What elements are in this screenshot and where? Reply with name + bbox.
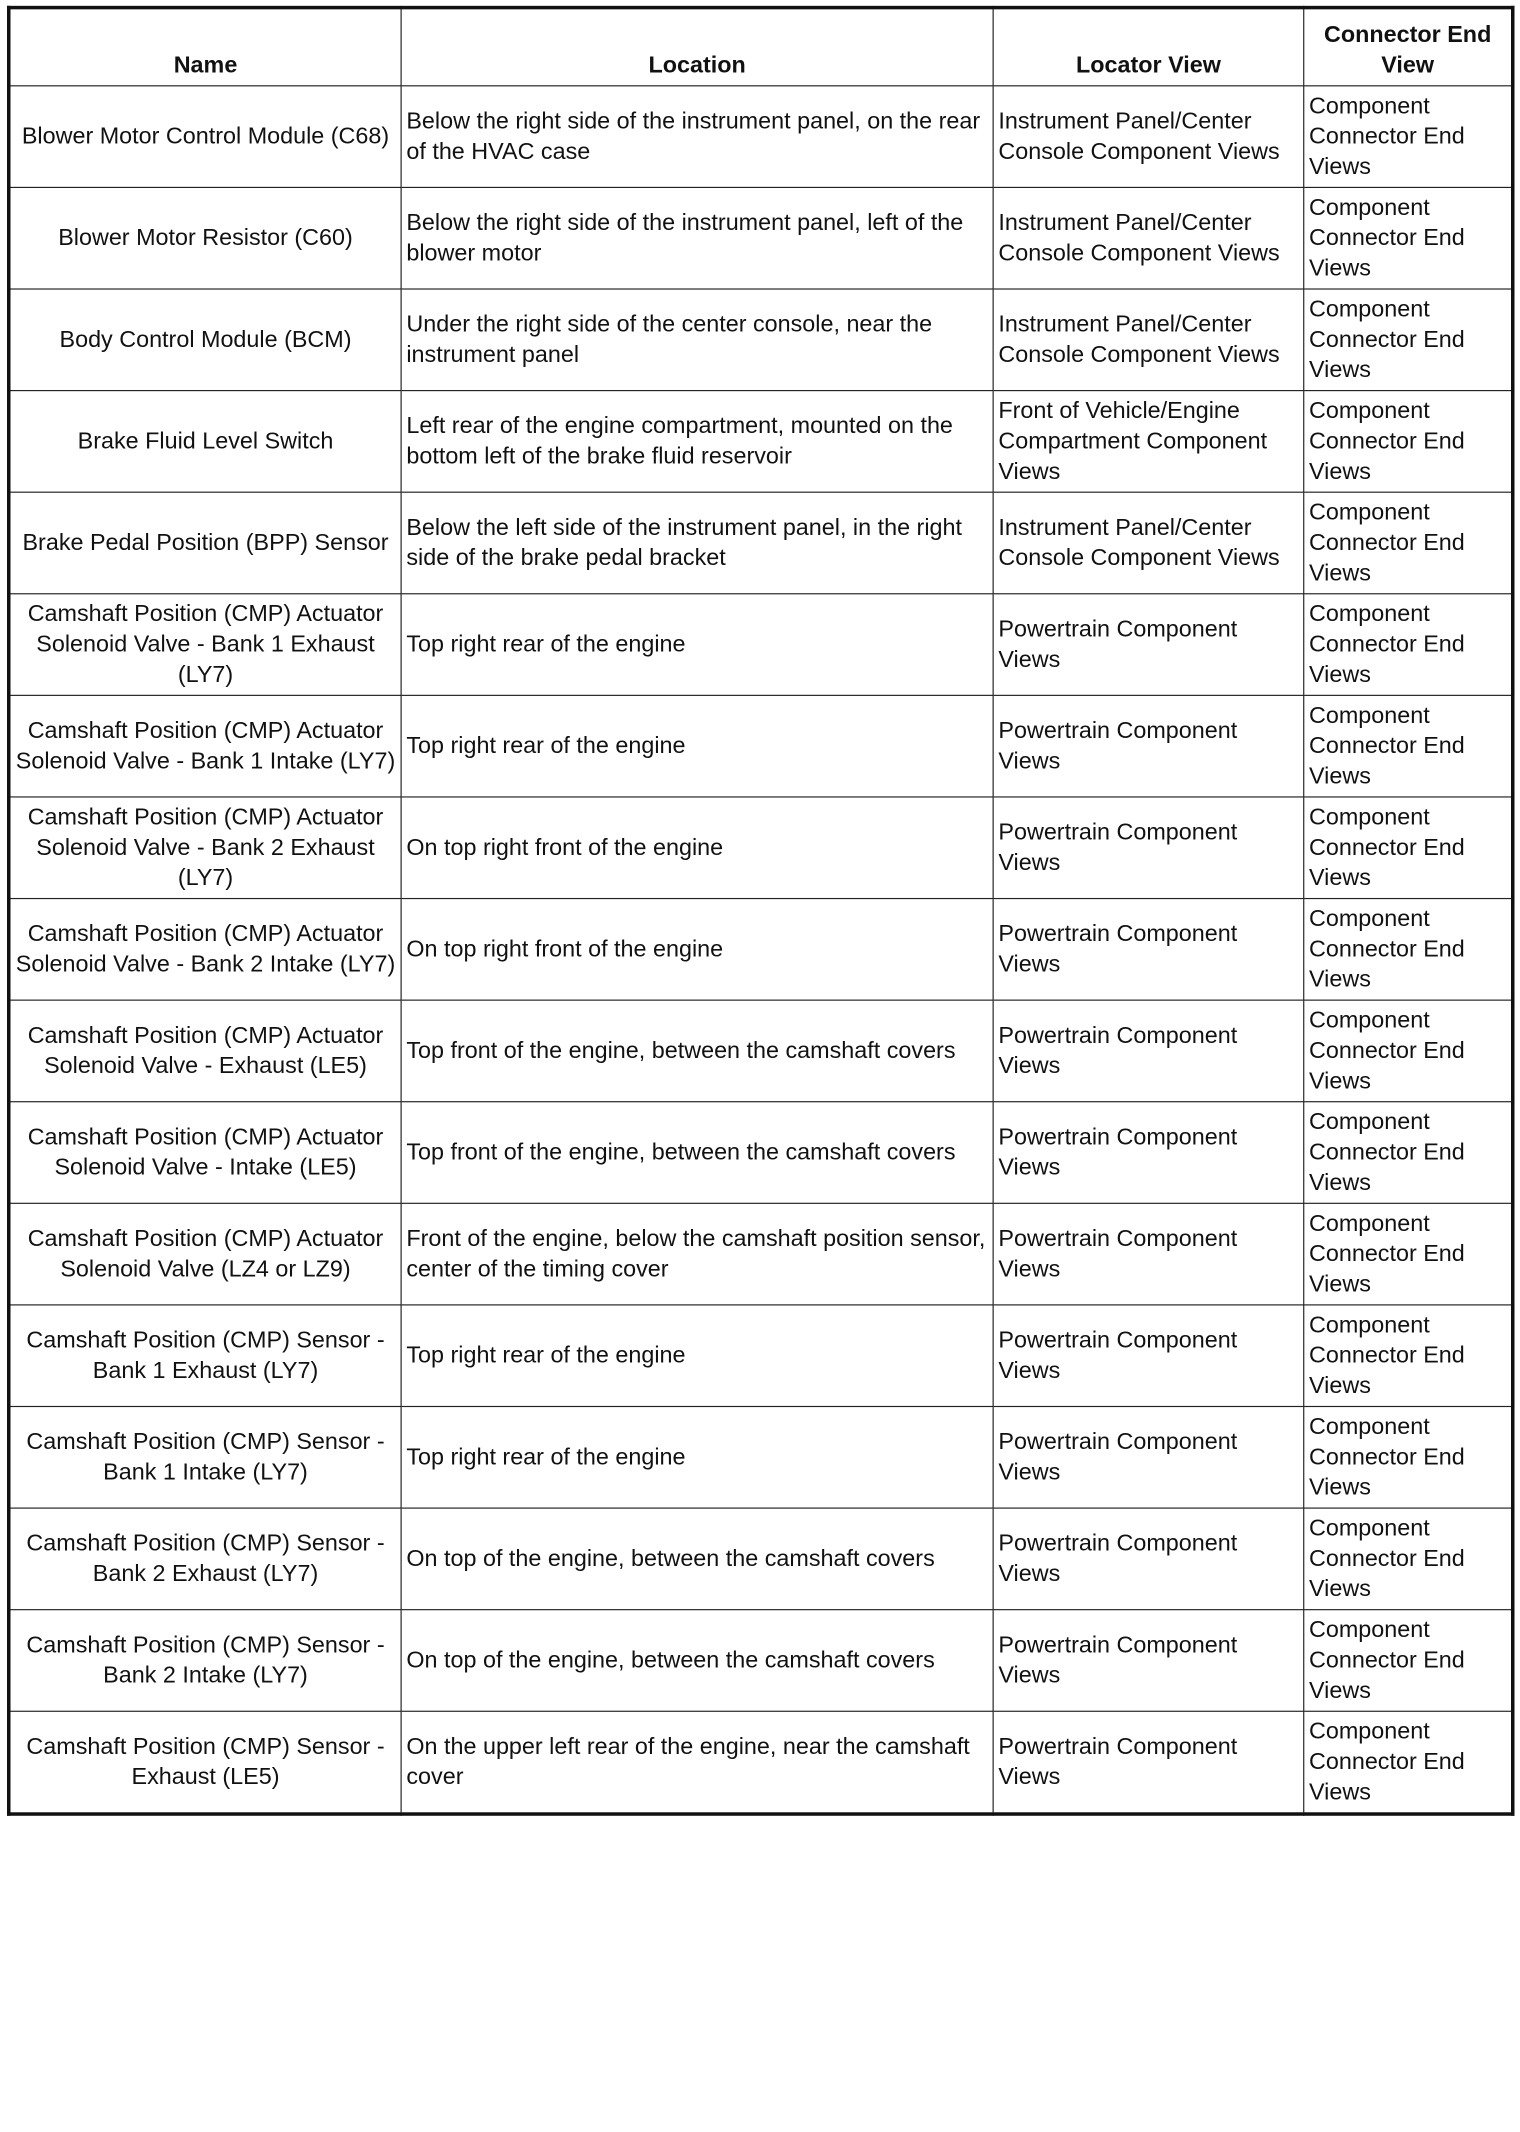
cell-location: Top right rear of the engine bbox=[401, 1406, 993, 1508]
cell-name: Camshaft Position (CMP) Sensor - Bank 2 Exhaust (LY7) bbox=[9, 1508, 401, 1610]
cell-location: Below the left side of the instrument panel, in the right side of the brake pedal bracket bbox=[401, 492, 993, 594]
cell-name: Blower Motor Resistor (C60) bbox=[9, 187, 401, 289]
cell-location: Top front of the engine, between the camshaft covers bbox=[401, 1000, 993, 1102]
cell-locator-view: Powertrain Component Views bbox=[993, 797, 1304, 899]
cell-connector-end-view: Component Connector End Views bbox=[1304, 1406, 1513, 1508]
cell-location: On the upper left rear of the engine, near the camshaft cover bbox=[401, 1711, 993, 1814]
cell-connector-end-view: Component Connector End Views bbox=[1304, 391, 1513, 493]
header-name: Name bbox=[9, 8, 401, 86]
cell-location: Below the right side of the instrument panel, on the rear of the HVAC case bbox=[401, 86, 993, 188]
cell-name: Camshaft Position (CMP) Sensor - Bank 1 Intake (LY7) bbox=[9, 1406, 401, 1508]
cell-locator-view: Instrument Panel/Center Console Component Views bbox=[993, 289, 1304, 391]
table-row bbox=[9, 1305, 1513, 1407]
cell-locator-view: Powertrain Component Views bbox=[993, 1203, 1304, 1305]
component-locator-table bbox=[7, 6, 1515, 1816]
cell-name: Body Control Module (BCM) bbox=[9, 289, 401, 391]
cell-locator-view: Powertrain Component Views bbox=[993, 1102, 1304, 1204]
table-row bbox=[9, 492, 1513, 594]
table-row bbox=[9, 1610, 1513, 1712]
table-row bbox=[9, 797, 1513, 899]
cell-connector-end-view: Component Connector End Views bbox=[1304, 1000, 1513, 1102]
cell-location: Top front of the engine, between the camshaft covers bbox=[401, 1102, 993, 1204]
cell-name: Camshaft Position (CMP) Actuator Solenoid Valve - Bank 2 Intake (LY7) bbox=[9, 899, 401, 1001]
cell-locator-view: Powertrain Component Views bbox=[993, 1406, 1304, 1508]
cell-name: Camshaft Position (CMP) Actuator Solenoid Valve - Bank 1 Intake (LY7) bbox=[9, 695, 401, 797]
cell-connector-end-view: Component Connector End Views bbox=[1304, 1102, 1513, 1204]
table-row bbox=[9, 899, 1513, 1001]
cell-locator-view: Powertrain Component Views bbox=[993, 1305, 1304, 1407]
cell-name: Camshaft Position (CMP) Actuator Solenoid Valve (LZ4 or LZ9) bbox=[9, 1203, 401, 1305]
table-row bbox=[9, 594, 1513, 696]
table-row bbox=[9, 86, 1513, 188]
cell-connector-end-view: Component Connector End Views bbox=[1304, 187, 1513, 289]
cell-locator-view: Powertrain Component Views bbox=[993, 1711, 1304, 1814]
cell-name: Camshaft Position (CMP) Actuator Solenoid Valve - Exhaust (LE5) bbox=[9, 1000, 401, 1102]
table-row bbox=[9, 1102, 1513, 1204]
cell-locator-view: Instrument Panel/Center Console Component Views bbox=[993, 86, 1304, 188]
cell-locator-view: Powertrain Component Views bbox=[993, 899, 1304, 1001]
header-row bbox=[9, 8, 1513, 86]
cell-connector-end-view: Component Connector End Views bbox=[1304, 899, 1513, 1001]
cell-connector-end-view: Component Connector End Views bbox=[1304, 492, 1513, 594]
cell-location: On top of the engine, between the camshaft covers bbox=[401, 1508, 993, 1610]
cell-name: Camshaft Position (CMP) Actuator Solenoid Valve - Bank 2 Exhaust (LY7) bbox=[9, 797, 401, 899]
cell-name: Blower Motor Control Module (C68) bbox=[9, 86, 401, 188]
cell-locator-view: Powertrain Component Views bbox=[993, 1508, 1304, 1610]
cell-name: Camshaft Position (CMP) Sensor - Bank 2 Intake (LY7) bbox=[9, 1610, 401, 1712]
cell-connector-end-view: Component Connector End Views bbox=[1304, 1610, 1513, 1712]
cell-locator-view: Front of Vehicle/Engine Compartment Component Views bbox=[993, 391, 1304, 493]
cell-location: On top right front of the engine bbox=[401, 797, 993, 899]
cell-locator-view: Powertrain Component Views bbox=[993, 1610, 1304, 1712]
cell-name: Camshaft Position (CMP) Actuator Solenoid Valve - Bank 1 Exhaust (LY7) bbox=[9, 594, 401, 696]
table-row bbox=[9, 1406, 1513, 1508]
cell-location: Top right rear of the engine bbox=[401, 1305, 993, 1407]
cell-connector-end-view: Component Connector End Views bbox=[1304, 695, 1513, 797]
header-connector-end-view: Connector End View bbox=[1304, 8, 1513, 86]
table-row bbox=[9, 1203, 1513, 1305]
table-row bbox=[9, 1508, 1513, 1610]
cell-locator-view: Powertrain Component Views bbox=[993, 594, 1304, 696]
cell-connector-end-view: Component Connector End Views bbox=[1304, 1305, 1513, 1407]
cell-location: Left rear of the engine compartment, mounted on the bottom left of the brake fluid reservoir bbox=[401, 391, 993, 493]
table-row bbox=[9, 289, 1513, 391]
table-row bbox=[9, 1711, 1513, 1814]
cell-location: Below the right side of the instrument panel, left of the blower motor bbox=[401, 187, 993, 289]
cell-connector-end-view: Component Connector End Views bbox=[1304, 1203, 1513, 1305]
header-location: Location bbox=[401, 8, 993, 86]
cell-name: Camshaft Position (CMP) Sensor - Exhaust (LE5) bbox=[9, 1711, 401, 1814]
cell-connector-end-view: Component Connector End Views bbox=[1304, 86, 1513, 188]
header-locator-view: Locator View bbox=[993, 8, 1304, 86]
cell-name: Brake Pedal Position (BPP) Sensor bbox=[9, 492, 401, 594]
cell-connector-end-view: Component Connector End Views bbox=[1304, 289, 1513, 391]
cell-locator-view: Instrument Panel/Center Console Component Views bbox=[993, 492, 1304, 594]
cell-connector-end-view: Component Connector End Views bbox=[1304, 797, 1513, 899]
table-row bbox=[9, 187, 1513, 289]
cell-locator-view: Instrument Panel/Center Console Component Views bbox=[993, 187, 1304, 289]
cell-location: Top right rear of the engine bbox=[401, 695, 993, 797]
table-row bbox=[9, 695, 1513, 797]
cell-locator-view: Powertrain Component Views bbox=[993, 695, 1304, 797]
cell-connector-end-view: Component Connector End Views bbox=[1304, 1508, 1513, 1610]
cell-name: Camshaft Position (CMP) Sensor - Bank 1 Exhaust (LY7) bbox=[9, 1305, 401, 1407]
cell-location: Top right rear of the engine bbox=[401, 594, 993, 696]
cell-location: On top right front of the engine bbox=[401, 899, 993, 1001]
cell-locator-view: Powertrain Component Views bbox=[993, 1000, 1304, 1102]
cell-name: Camshaft Position (CMP) Actuator Solenoid Valve - Intake (LE5) bbox=[9, 1102, 401, 1204]
table-row bbox=[9, 391, 1513, 493]
cell-name: Brake Fluid Level Switch bbox=[9, 391, 401, 493]
cell-location: Under the right side of the center console, near the instrument panel bbox=[401, 289, 993, 391]
cell-connector-end-view: Component Connector End Views bbox=[1304, 594, 1513, 696]
cell-connector-end-view: Component Connector End Views bbox=[1304, 1711, 1513, 1814]
table-row bbox=[9, 1000, 1513, 1102]
cell-location: On top of the engine, between the camshaft covers bbox=[401, 1610, 993, 1712]
cell-location: Front of the engine, below the camshaft position sensor, center of the timing cover bbox=[401, 1203, 993, 1305]
